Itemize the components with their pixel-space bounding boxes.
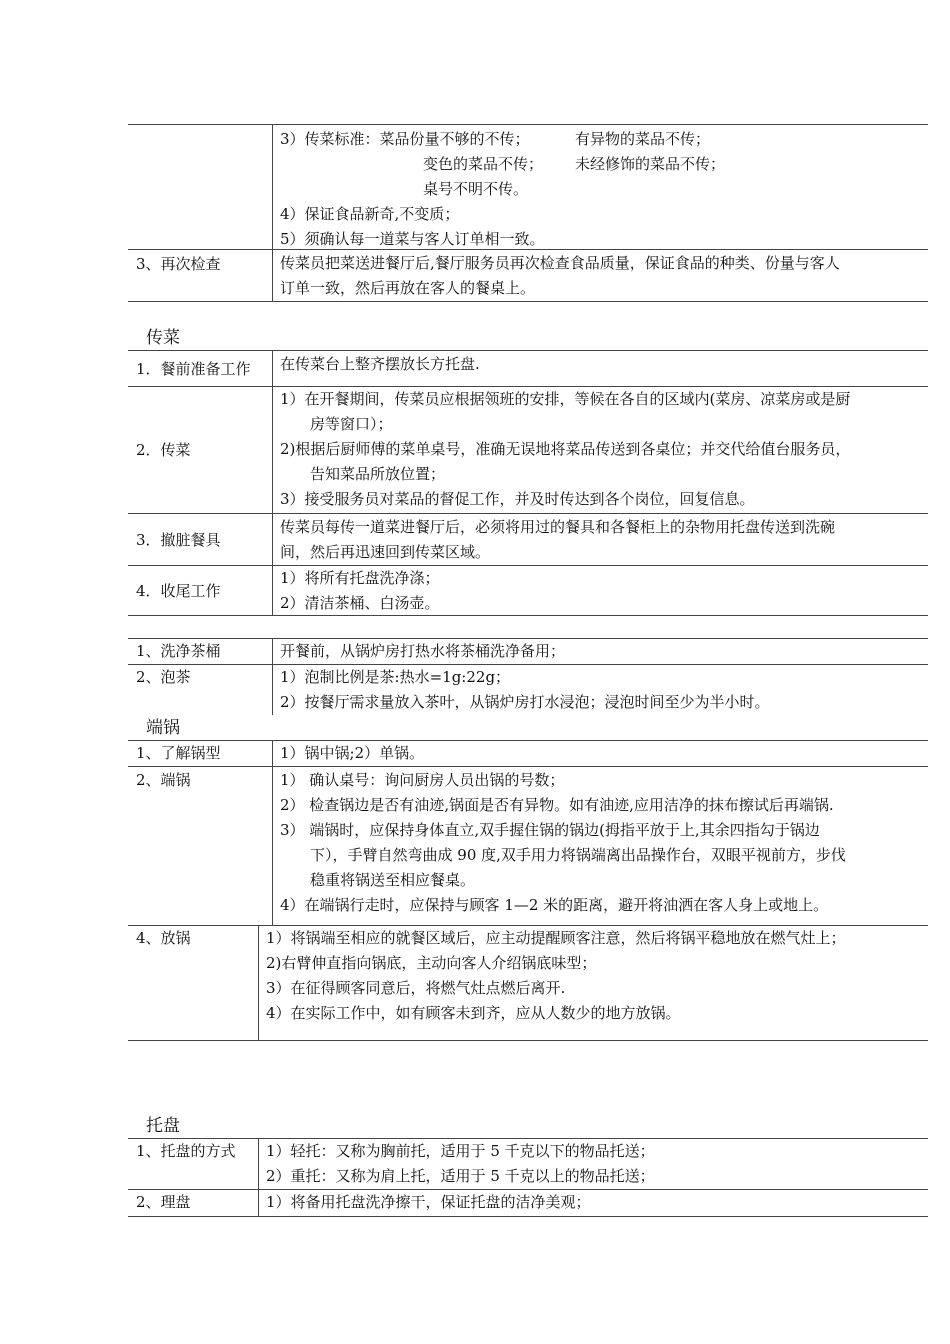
text-line: 2）清洁茶桶、白汤壶。 — [280, 594, 440, 612]
row-label: 2、泡茶 — [136, 668, 191, 686]
table-row — [128, 926, 928, 1041]
row-label: 1．餐前准备工作 — [136, 359, 251, 378]
text-line: 传菜员把菜送进餐厅后,餐厅服务员再次检查食品质量，保证食品的种类、份量与客人 — [280, 254, 840, 272]
row-label: 2、端锅 — [136, 771, 191, 789]
row-label: 2、理盘 — [136, 1193, 191, 1211]
text-line: 传菜员每传一道菜进餐厅后，必须将用过的餐具和各餐柜上的杂物用托盘传送到洗碗 — [280, 518, 836, 536]
text-line: 房等窗口）； — [310, 415, 393, 433]
text-line: 2)右臂伸直指向锅底，主动向客人介绍锅底味型； — [266, 954, 597, 972]
section-heading: 端锅 — [146, 718, 180, 738]
table-row — [128, 665, 928, 715]
text-line: 5）须确认每一道菜与客人订单相一致。 — [280, 230, 545, 248]
table-tray — [128, 1138, 928, 1217]
text-line: 1）锅中锅;2）单锅。 — [280, 744, 425, 762]
text-line: 1）将所有托盘洗净涤； — [280, 569, 440, 587]
text-line: 3）传菜标准：菜品份量不够的不传； — [280, 130, 530, 148]
row-label: 3、再次检查 — [136, 255, 221, 273]
text-line: 4）保证食品新奇,不变质； — [280, 205, 460, 223]
table-pot — [128, 740, 928, 1041]
text-line: 2）按餐厅需求量放入茶叶，从锅炉房打水浸泡；浸泡时间至少为半小时。 — [280, 693, 770, 711]
text-line: 1） 确认桌号：询问厨房人员出锅的号数； — [280, 771, 565, 789]
row-label: 3．撤脏餐具 — [136, 530, 221, 549]
table-row — [128, 740, 928, 767]
text-line: 2） 检查锅边是否有油迹,锅面是否有异物。如有油迹,应用洁净的抹布擦试后再端锅. — [280, 796, 834, 814]
text-line: 开餐前，从锅炉房打热水将茶桶洗净备用； — [280, 642, 566, 660]
row-label: 2．传菜 — [136, 441, 191, 459]
table-row — [128, 767, 928, 926]
text-line: 2)根据后厨师傅的菜单桌号，准确无误地将菜品传送到各桌位；并交代给值台服务员， — [280, 440, 851, 458]
section-heading: 托盘 — [146, 1116, 180, 1136]
table-row — [128, 350, 928, 387]
text-line: 1）轻托：又称为胸前托，适用于 5 千克以下的物品托送； — [266, 1142, 655, 1160]
table-serving — [128, 350, 928, 616]
row-label: 1、了解锅型 — [136, 744, 221, 762]
table-row — [128, 1190, 928, 1217]
text-line: 1）泡制比例是茶:热水=1g:22g； — [280, 668, 511, 686]
text-line: 稳重将锅送至相应餐桌。 — [310, 871, 476, 889]
text-line: 间，然后再迅速回到传菜区域。 — [280, 543, 491, 561]
text-line: 4）在端锅行走时，应保持与顾客 1—2 米的距离，避开将油洒在客人身上或地上。 — [280, 896, 829, 914]
text-line: 下），手臂自然弯曲成 90 度,双手用力将锅端离出品操作台，双眼平视前方，步伐 — [310, 846, 846, 864]
table-row — [128, 1138, 928, 1190]
text-line: 有异物的菜品不传； — [575, 130, 711, 148]
text-line: 告知菜品所放位置； — [310, 465, 446, 483]
table-row — [128, 250, 928, 302]
section-heading: 传菜 — [146, 328, 180, 348]
text-line: 3）在征得顾客同意后，将燃气灶点燃后离开. — [266, 979, 566, 997]
table-row — [128, 566, 928, 616]
text-line: 在传菜台上整齐摆放长方托盘. — [280, 355, 480, 373]
table-row — [128, 124, 928, 250]
row-label: 1、托盘的方式 — [136, 1142, 236, 1160]
row-label: 1、洗净茶桶 — [136, 642, 221, 660]
table-continued — [128, 124, 928, 302]
table-row — [128, 387, 928, 514]
row-label: 4．收尾工作 — [136, 581, 221, 600]
text-line: 订单一致，然后再放在客人的餐桌上。 — [280, 279, 536, 297]
text-line: 1）在开餐期间，传菜员应根据领班的安排，等候在各自的区域内(菜房、凉菜房或是厨 — [280, 390, 851, 408]
table-row — [128, 514, 928, 566]
text-line: 3） 端锅时，应保持身体直立,双手握住锅的锅边(拇指平放于上,其余四指勾于锅边 — [280, 821, 820, 839]
text-line: 2）重托：又称为肩上托，适用于 5 千克以上的物品托送； — [266, 1167, 655, 1185]
text-line: 1）将锅端至相应的就餐区域后，应主动提醒顾客注意，然后将锅平稳地放在燃气灶上； — [266, 929, 846, 947]
row-label: 4、放锅 — [136, 929, 191, 947]
text-line: 4）在实际工作中，如有顾客未到齐，应从人数少的地方放锅。 — [266, 1004, 681, 1022]
table-row — [128, 638, 928, 665]
text-line: 桌号不明不传。 — [423, 180, 529, 198]
text-line: 变色的菜品不传； — [423, 155, 544, 173]
text-line: 1）将备用托盘洗净擦干，保证托盘的洁净美观； — [266, 1193, 591, 1211]
text-line: 未经修饰的菜品不传； — [575, 155, 726, 173]
text-line: 3）接受服务员对菜品的督促工作，并及时传达到各个岗位，回复信息。 — [280, 490, 755, 508]
table-tea — [128, 638, 928, 715]
